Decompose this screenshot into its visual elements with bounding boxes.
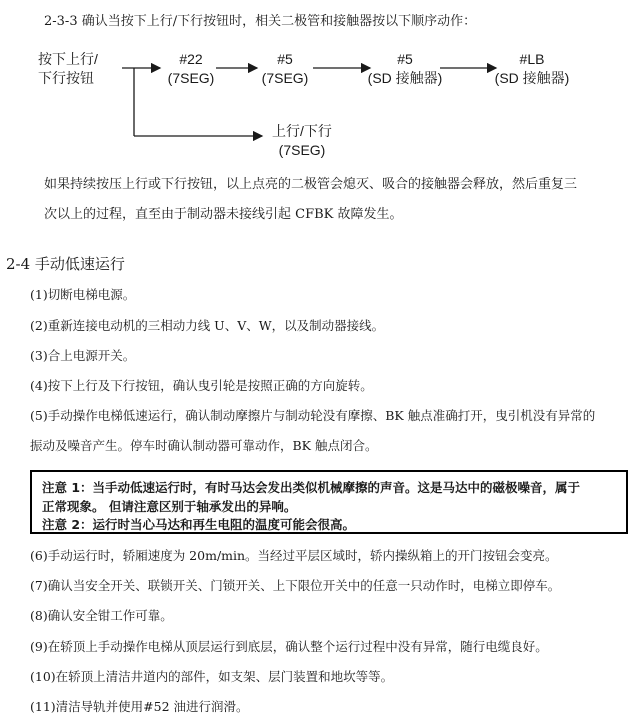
- flow-node: [487, 50, 577, 88]
- flow-start-line: 下行按钮: [38, 70, 94, 86]
- step-item: (4)按下上行及下行按钮，确认曳引轮是按照正确的方向旋转。: [30, 378, 373, 393]
- flow-node-type: (7SEG): [261, 70, 309, 86]
- flow-node-type: (7SEG): [278, 142, 326, 158]
- step-item: (7)确认当安全开关、联锁开关、门锁开关、上下限位开关中的任意一只动作时，电梯立即停车。: [30, 578, 561, 593]
- flow-start: [38, 50, 128, 88]
- flow-node-code: #LB: [519, 51, 545, 67]
- flow-node-type: (SD 接触器): [494, 70, 570, 86]
- step-item: (2)重新连接电动机的三相动力线 U、V、W，以及制动器接线。: [30, 318, 385, 333]
- flow-node: [250, 50, 320, 88]
- flow-start-line: 按下上行/: [38, 51, 98, 67]
- step-item-continued: 振动及噪音产生。停车时确认制动器可靠动作，BK 触点闭合。: [30, 438, 378, 453]
- notice-line: 正常现象。 但请注意区别于轴承发出的异响。: [42, 499, 297, 514]
- step-item: (6)手动运行时，轿厢速度为 20m/min。当经过平层区域时，轿内操纵箱上的开门按钮会变亮。: [30, 548, 558, 563]
- flow-node-code: 上行/下行: [272, 123, 332, 139]
- step-item: (9)在轿顶上手动操作电梯从顶层运行到底层，确认整个运行过程中没有异常，随行电缆良好。: [30, 639, 548, 654]
- step-item: (10)在轿顶上清洁井道内的部件，如支架、层门装置和地坎等等。: [30, 669, 394, 684]
- flow-node-code: #5: [277, 51, 293, 67]
- paragraph-line: 如果持续按压上行或下行按钮，以上点亮的二极管会熄灭、吸合的接触器会释放，然后重复三: [44, 177, 578, 192]
- paragraph-line: 次以上的过程，直至由于制动器未接线引起 CFBK 故障发生。: [44, 207, 403, 222]
- flow-branch-node: [262, 122, 342, 160]
- step-item: (3)合上电源开关。: [30, 348, 136, 363]
- section-intro: 2-3-3 确认当按下上行/下行按钮时，相关二极管和接触器按以下顺序动作：: [44, 14, 477, 29]
- step-item: (5)手动操作电梯低速运行，确认制动摩擦片与制动轮没有摩擦、BK 触点准确打开，曳引机没有异常的: [30, 408, 596, 423]
- step-item: (1)切断电梯电源。: [30, 287, 136, 302]
- flow-node-type: (SD 接触器): [367, 70, 443, 86]
- notice-line: 注意 1：当手动低速运行时，有时马达会发出类似机械摩擦的声音。这是马达中的磁极噪音，属于: [42, 480, 581, 495]
- notice-box: [30, 470, 628, 534]
- step-item: (11)清洁导轨并使用#52 油进行润滑。: [30, 699, 249, 714]
- flow-node-code: #22: [179, 51, 203, 67]
- flow-node: [156, 50, 226, 88]
- flow-node-type: (7SEG): [167, 70, 215, 86]
- step-item: (8)确认安全钳工作可靠。: [30, 608, 173, 623]
- flow-node: [360, 50, 450, 88]
- flow-node-code: #5: [397, 51, 413, 67]
- section-heading: 2-4 手动低速运行: [6, 255, 125, 273]
- notice-line: 注意 2：运行时当心马达和再生电阻的温度可能会很高。: [42, 517, 356, 532]
